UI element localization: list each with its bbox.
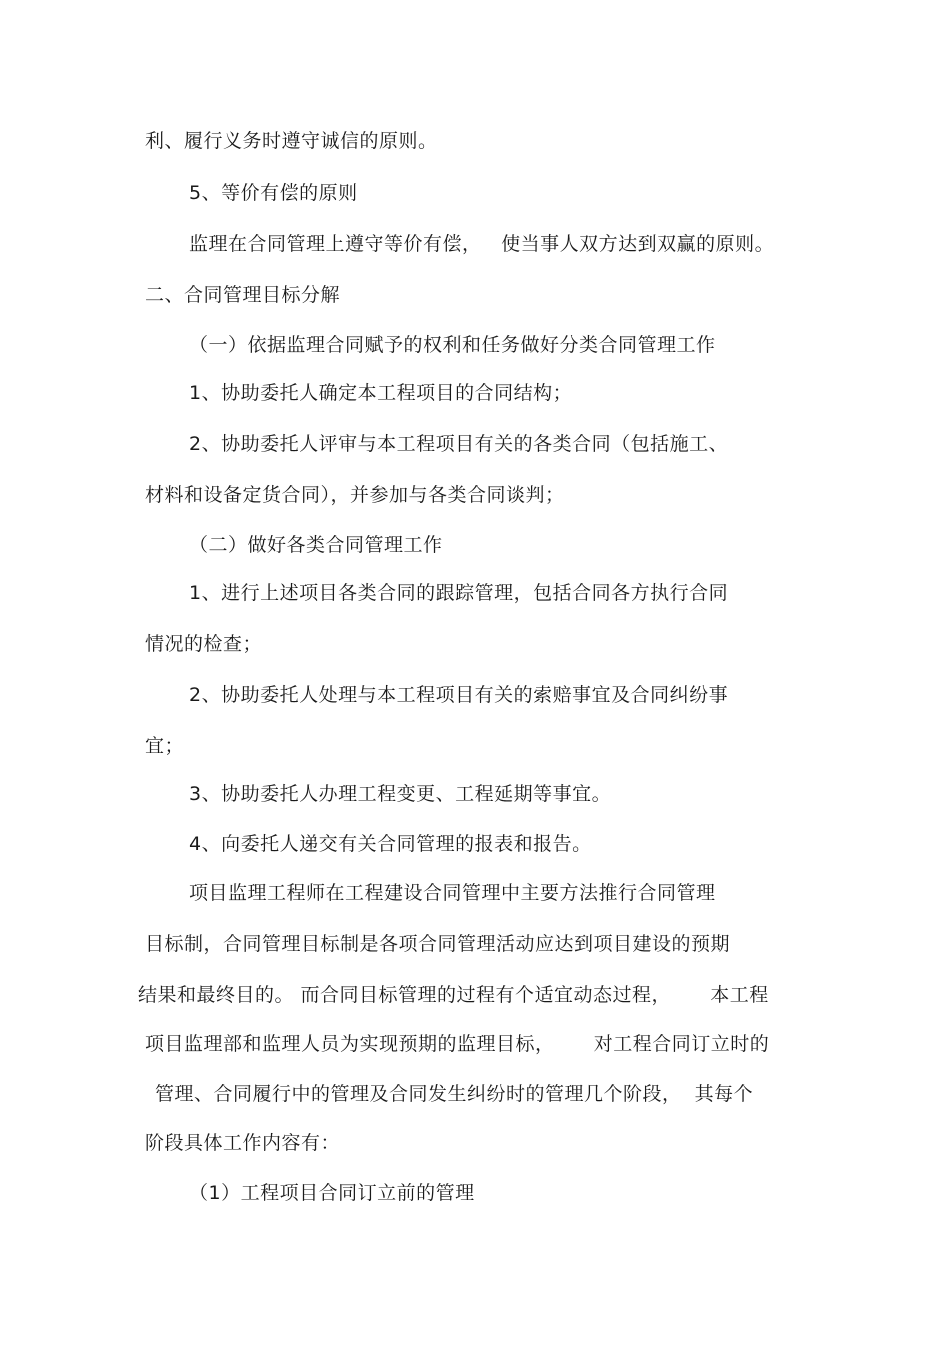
text-line: 结果和最终目的。 而合同目标管理的过程有个适宜动态过程， 本工程 [138, 984, 769, 1006]
subsection-heading: （一）依据监理合同赋予的权利和任务做好分类合同管理工作 [189, 334, 716, 356]
subsection-heading: （1）工程项目合同订立前的管理 [189, 1182, 475, 1204]
text-line: 监理在合同管理上遵守等价有偿， 使当事人双方达到双赢的原则。 [189, 233, 775, 255]
text-line: 3、协助委托人办理工程变更、工程延期等事宜。 [189, 783, 612, 805]
text-line: 利、履行义务时遵守诚信的原则。 [145, 130, 438, 152]
text-line: 宜； [145, 735, 185, 757]
text-line: 阶段具体工作内容有： [145, 1132, 341, 1154]
text-line: 项目监理部和监理人员为实现预期的监理目标， 对工程合同订立时的 [145, 1033, 770, 1055]
text-line: 5、等价有偿的原则 [189, 182, 358, 204]
text-line: 项目监理工程师在工程建设合同管理中主要方法推行合同管理 [189, 882, 716, 904]
text-line: 1、协助委托人确定本工程项目的合同结构； [189, 382, 573, 404]
text-line: 4、向委托人递交有关合同管理的报表和报告。 [189, 833, 592, 855]
text-line: 2、协助委托人评审与本工程项目有关的各类合同（包括施工、 [189, 433, 729, 455]
text-line: 2、协助委托人处理与本工程项目有关的索赔事宜及合同纠纷事 [189, 684, 729, 706]
section-heading: 二、合同管理目标分解 [145, 284, 341, 306]
text-line: 管理、合同履行中的管理及合同发生纠纷时的管理几个阶段， 其每个 [155, 1083, 754, 1105]
text-line: 1、进行上述项目各类合同的跟踪管理，包括合同各方执行合同 [189, 582, 729, 604]
text-line: 材料和设备定货合同），并参加与各类合同谈判； [145, 484, 565, 506]
text-line: 目标制，合同管理目标制是各项合同管理活动应达到项目建设的预期 [145, 933, 731, 955]
text-line: 情况的检查； [145, 633, 263, 655]
subsection-heading: （二）做好各类合同管理工作 [189, 534, 443, 556]
